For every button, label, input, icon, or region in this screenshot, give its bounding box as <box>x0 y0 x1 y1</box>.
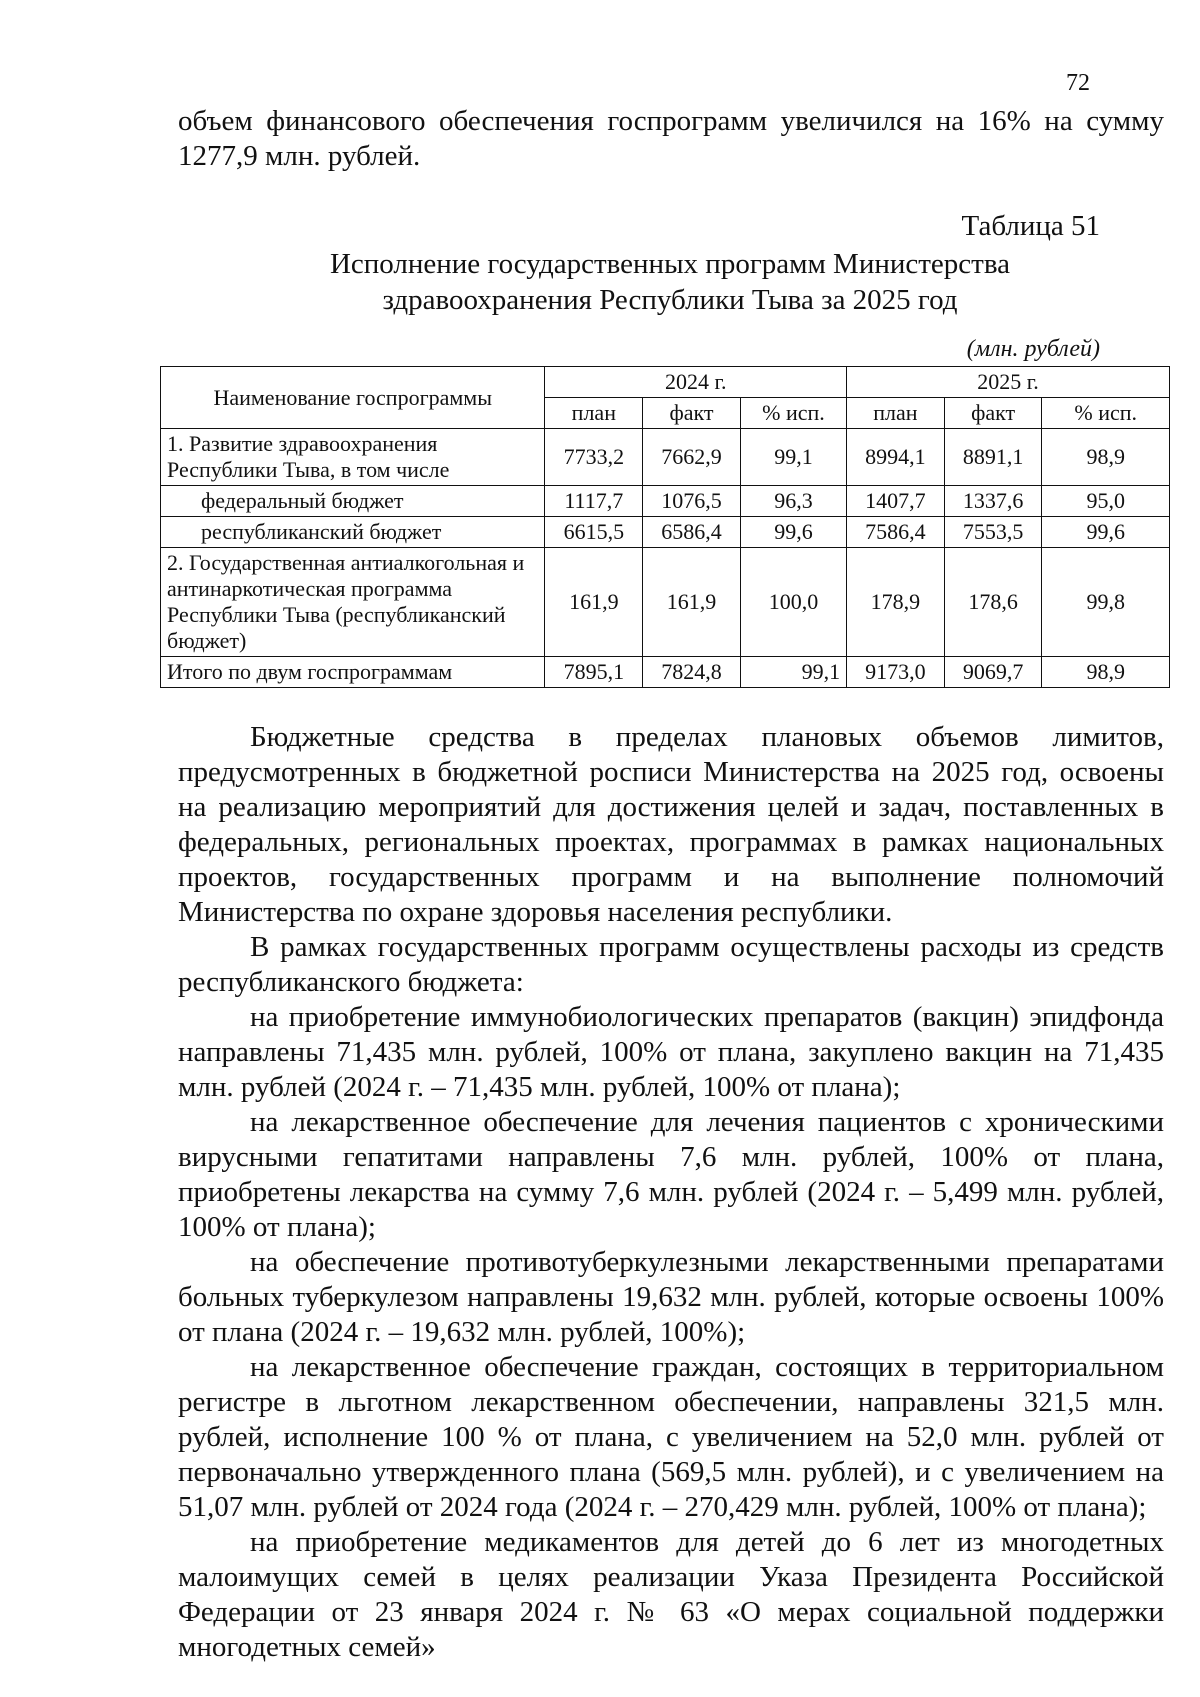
cell-fact-2024: 7662,9 <box>643 429 741 486</box>
paragraph-6: на лекарственное обеспечение граждан, состоящих в территориальном регистре в льготном лекарственном обеспечении, направлены 321,5 млн. рублей, исполнение 100 % от плана, с увеличением на 52,0 млн. рублей от первоначально утвержденного плана (569,5 млн. рублей), и с увеличением на 51,07 млн. рублей от 2024 года (2024 г. – 270,429 млн. рублей, 100% от плана); <box>178 1351 1164 1523</box>
header-fact-2025: факт <box>944 398 1042 429</box>
page-number: 72 <box>1066 70 1090 96</box>
table-row <box>161 486 1170 517</box>
table-label: Таблица 51 <box>961 210 1100 242</box>
cell-plan-2025: 1407,7 <box>847 486 945 517</box>
cell-fact-2024: 7824,8 <box>643 657 741 688</box>
header-program-name: Наименование госпрограммы <box>161 367 545 429</box>
paragraph-3: на приобретение иммунобиологических препаратов (вакцин) эпидфонда направлены 71,435 млн. рублей, 100% от плана, закуплено вакцин на 71,435 млн. рублей (2024 г. – 71,435 млн. рублей, 100% от плана); <box>178 1001 1164 1103</box>
table-title-line1: Исполнение государственных программ Министерства <box>329 248 1011 280</box>
cell-pct-2025: 99,8 <box>1042 548 1170 657</box>
header-pct-2024: % исп. <box>740 398 846 429</box>
paragraph-1: Бюджетные средства в пределах плановых объемов лимитов, предусмотренных в бюджетной росписи Министерства на 2025 год, освоены на реализацию мероприятий для достижения целей и задач, поставленных в федеральных, региональных проектах, программах в рамках национальных проектов, государственных программ и на выполнение полномочий Министерства по охране здоровья населения республики. <box>178 721 1164 928</box>
row-name: Итого по двум госпрограммам <box>161 657 545 688</box>
cell-plan-2024: 6615,5 <box>545 517 643 548</box>
table-row-total <box>161 657 1170 688</box>
cell-pct-2024: 96,3 <box>740 486 846 517</box>
cell-pct-2025: 98,9 <box>1042 429 1170 486</box>
header-fact-2024: факт <box>643 398 741 429</box>
table-unit-note: (млн. рублей) <box>966 336 1100 362</box>
paragraph-7: на приобретение медикаментов для детей до 6 лет из многодетных малоимущих семей в целях реализации Указа Президента Российской Федерации от 23 января 2024 г. № 63 «О мерах социальной поддержки многодетных семей» <box>178 1526 1164 1663</box>
cell-pct-2024: 99,6 <box>740 517 846 548</box>
cell-fact-2024: 1076,5 <box>643 486 741 517</box>
row-name: 2. Государственная антиалкогольная и антинаркотическая программа Республики Тыва (республиканский бюджет) <box>161 548 545 657</box>
table-row <box>161 548 1170 657</box>
body-text <box>178 720 1164 1665</box>
cell-fact-2024: 161,9 <box>643 548 741 657</box>
cell-plan-2024: 161,9 <box>545 548 643 657</box>
paragraph-4: на лекарственное обеспечение для лечения пациентов с хроническими вирусными гепатитами направлены 7,6 млн. рублей, 100% от плана, приобретены лекарства на сумму 7,6 млн. рублей (2024 г. – 5,499 млн. рублей, 100% от плана); <box>178 1106 1164 1243</box>
cell-pct-2024: 99,1 <box>740 429 846 486</box>
cell-fact-2025: 7553,5 <box>944 517 1042 548</box>
row-name: 1. Развитие здравоохранения Республики Тыва, в том числе <box>161 429 545 486</box>
header-pct-2025: % исп. <box>1042 398 1170 429</box>
header-plan-2025: план <box>847 398 945 429</box>
paragraph-5: на обеспечение противотуберкулезными лекарственными препаратами больных туберкулезом направлены 19,632 млн. рублей, которые освоены 100% от плана (2024 г. – 19,632 млн. рублей, 100%); <box>178 1246 1164 1348</box>
cell-pct-2024: 99,1 <box>740 657 846 688</box>
table-title-line2: здравоохранения Республики Тыва за 2025 год <box>382 284 958 316</box>
header-year-2024: 2024 г. <box>545 367 847 398</box>
cell-fact-2024: 6586,4 <box>643 517 741 548</box>
row-name: республиканский бюджет <box>161 517 545 548</box>
cell-plan-2024: 7895,1 <box>545 657 643 688</box>
cell-plan-2024: 1117,7 <box>545 486 643 517</box>
cell-plan-2025: 7586,4 <box>847 517 945 548</box>
cell-pct-2025: 98,9 <box>1042 657 1170 688</box>
cell-fact-2025: 9069,7 <box>944 657 1042 688</box>
intro-paragraph: объем финансового обеспечения госпрограмм увеличился на 16% на сумму 1277,9 млн. рублей. <box>178 105 1164 172</box>
cell-fact-2025: 178,6 <box>944 548 1042 657</box>
cell-pct-2025: 95,0 <box>1042 486 1170 517</box>
programs-table <box>160 366 1170 688</box>
header-plan-2024: план <box>545 398 643 429</box>
cell-plan-2025: 178,9 <box>847 548 945 657</box>
table-row <box>161 517 1170 548</box>
cell-fact-2025: 8891,1 <box>944 429 1042 486</box>
cell-pct-2025: 99,6 <box>1042 517 1170 548</box>
header-year-2025: 2025 г. <box>847 367 1170 398</box>
cell-pct-2024: 100,0 <box>740 548 846 657</box>
paragraph-2: В рамках государственных программ осуществлены расходы из средств республиканского бюджета: <box>178 931 1164 998</box>
cell-fact-2025: 1337,6 <box>944 486 1042 517</box>
cell-plan-2025: 8994,1 <box>847 429 945 486</box>
cell-plan-2025: 9173,0 <box>847 657 945 688</box>
table-row <box>161 429 1170 486</box>
table-title <box>180 246 1160 318</box>
row-name: федеральный бюджет <box>161 486 545 517</box>
cell-plan-2024: 7733,2 <box>545 429 643 486</box>
